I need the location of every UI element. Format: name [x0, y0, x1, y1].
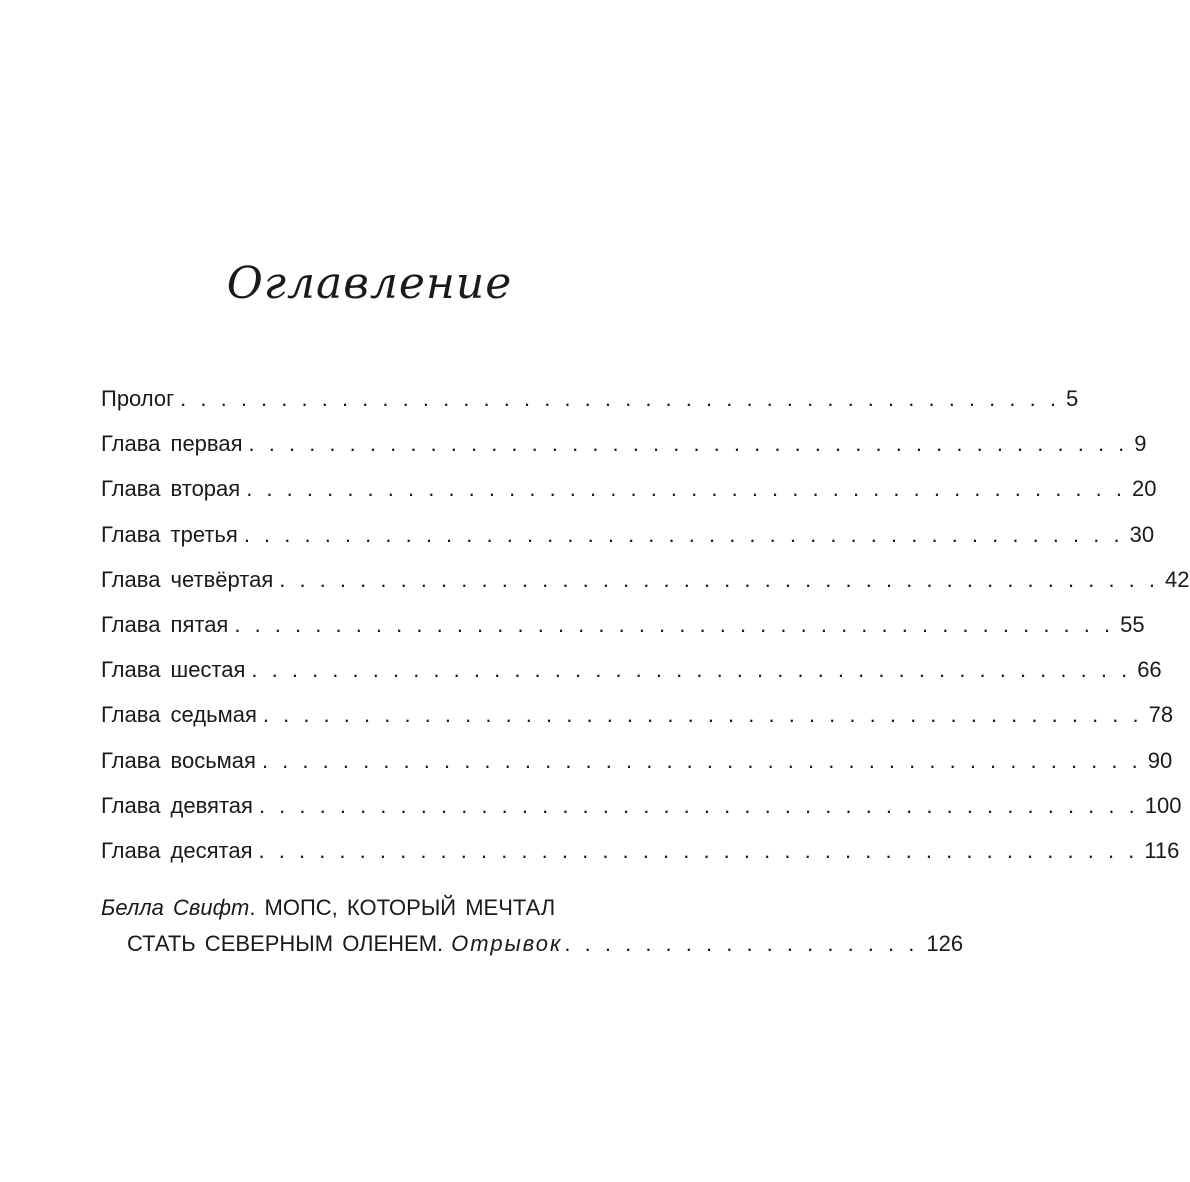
toc-entry-page: 78 [1148, 702, 1174, 728]
toc-entry-label: Глава четвёртая [101, 566, 274, 592]
toc-entry-page: 126 [926, 931, 964, 956]
dot-leader: . . . . . . . . . . . . . . . . . . . . . . . . . . . . . . . . . . . . . . . . . . . . [251, 657, 1132, 683]
toc-entry-label: Глава первая [101, 431, 243, 457]
toc-entry-chapter-9[interactable] [101, 788, 1182, 833]
toc-entry-page: 5 [1065, 386, 1079, 411]
dot-leader: . . . . . . . . . . . . . . . . . . . . . . . . . . . . . . . . . . . . . . . . . . . . [243, 521, 1124, 547]
toc-entry-label: Глава пятая [101, 611, 229, 637]
toc-entry-page: 55 [1120, 611, 1145, 637]
excerpt-book-title-part-2: СТАТЬ СЕВЕРНЫМ ОЛЕНЕМ. [127, 931, 444, 956]
toc-entry-chapter-2[interactable] [101, 471, 1157, 516]
toc-entry-page: 30 [1129, 521, 1155, 547]
toc-entry-prologue[interactable] [101, 381, 1079, 426]
dot-leader: . . . . . . . . . . . . . . . . . . . . . . . . . . . . . . . . . . . . . . . . . . . . [261, 747, 1142, 773]
toc-entry-chapter-8[interactable] [101, 743, 1173, 788]
excerpt-label: Отрывок [451, 931, 563, 956]
page-title: Оглавление [226, 258, 513, 309]
toc-entry-label: Глава седьмая [101, 702, 257, 728]
toc-entry-page: 9 [1134, 431, 1147, 457]
toc-entry-chapter-6[interactable] [101, 652, 1162, 697]
toc-entry-page: 90 [1147, 747, 1173, 773]
toc-entry-chapter-1[interactable] [101, 426, 1147, 471]
dot-leader: . . . . . . . . . . . . . . . . . . . . . . . . . . . . . . . . . . . . . . . . . . . . [180, 386, 1060, 411]
toc-entry-page: 116 [1144, 837, 1180, 863]
toc-entry-label: Глава девятая [101, 792, 253, 818]
toc-entry-label: Глава шестая [101, 657, 246, 683]
excerpt-line-2 [101, 926, 964, 962]
dot-leader: . . . . . . . . . . . . . . . . . . . . . . . . . . . . . . . . . . . . . . . . . . . . [246, 476, 1126, 502]
dot-leader: . . . . . . . . . . . . . . . . . . . . . . . . . . . . . . . . . . . . . . . . . . . . [258, 792, 1139, 818]
toc-entry-chapter-4[interactable] [101, 562, 1190, 607]
dot-leader: . . . . . . . . . . . . . . . . . . . . . . . . . . . . . . . . . . . . . . . . . . . . [248, 431, 1129, 457]
excerpt-line-1 [101, 890, 650, 926]
dot-leader: . . . . . . . . . . . . . . . . . . . . . . . . . . . . . . . . . . . . . . . . . . . . [262, 702, 1143, 728]
toc-entry-chapter-3[interactable] [101, 517, 1155, 562]
toc-entry-label: Глава вторая [101, 476, 241, 502]
toc-entry-label: Глава десятая [101, 837, 253, 863]
toc-entry-label: Пролог [101, 386, 175, 411]
toc-entry-chapter-7[interactable] [101, 697, 1174, 742]
toc-entry-label: Глава третья [101, 521, 238, 547]
toc-entry-chapter-10[interactable] [101, 833, 1180, 878]
toc-entry-label: Глава восьмая [101, 747, 256, 773]
toc-entry-page: 42 [1165, 566, 1190, 592]
table-of-contents [101, 381, 1190, 878]
toc-entry-chapter-5[interactable] [101, 607, 1145, 652]
toc-entry-excerpt[interactable] [101, 890, 964, 962]
dot-leader: . . . . . . . . . . . . . . . . . . . . . . . . . . . . . . . . . . . . . . . . . . . . [279, 566, 1160, 592]
excerpt-book-title-part-1: . МОПС, КОТОРЫЙ МЕЧТАЛ [249, 895, 556, 920]
excerpt-author: Белла Свифт [101, 895, 250, 920]
toc-entry-page: 66 [1137, 657, 1162, 683]
toc-entry-page: 100 [1144, 792, 1182, 818]
toc-entry-page: 20 [1131, 476, 1157, 502]
dot-leader: . . . . . . . . . . . . . . . . . . . . . . . . . . . . . . . . . . . . . . . . . . . . [234, 611, 1115, 637]
dot-leader: . . . . . . . . . . . . . . . . . . [564, 931, 919, 956]
dot-leader: . . . . . . . . . . . . . . . . . . . . . . . . . . . . . . . . . . . . . . . . . . . . [258, 837, 1139, 863]
